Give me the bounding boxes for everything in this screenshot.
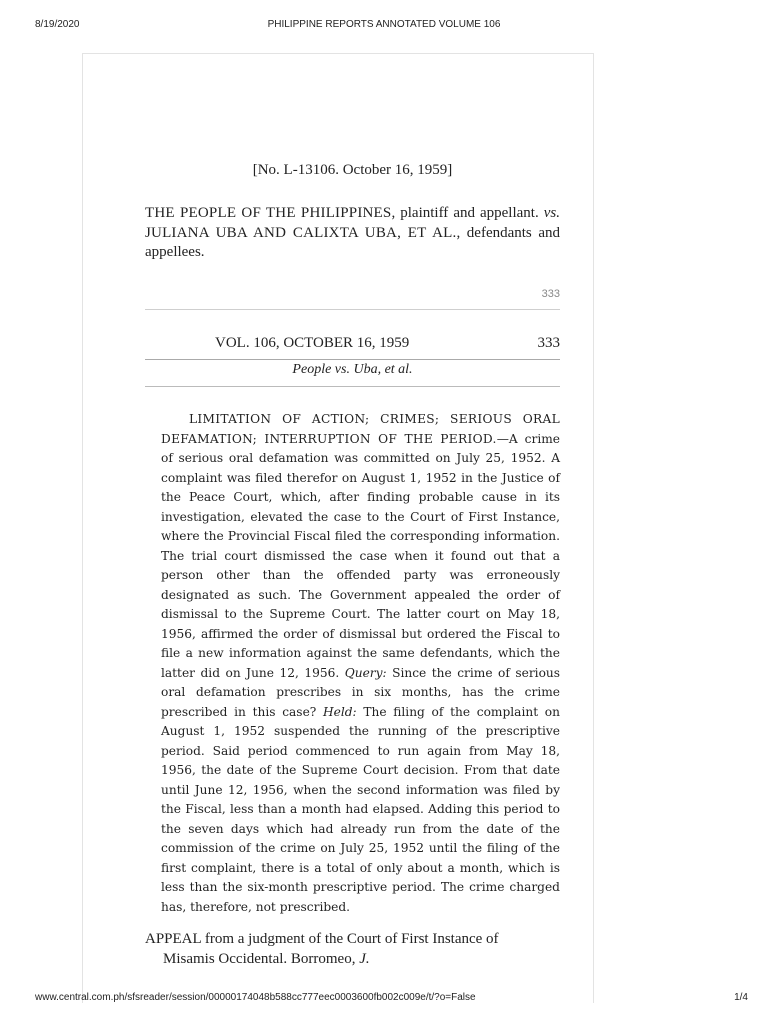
plaintiff-name: THE PEOPLE OF THE PHILIPPINES	[145, 205, 392, 221]
running-head-page: 333	[537, 335, 560, 351]
print-page-count: 1/4	[734, 992, 748, 1003]
case-number: [No. L-13106. October 16, 1959]	[252, 162, 453, 178]
judge-abbrev: J.	[359, 950, 370, 967]
appeal-court: Misamis Occidental. Borromeo,	[163, 950, 360, 967]
divider	[145, 359, 560, 360]
defendant-names: JULIANA UBA AND CALIXTA UBA, ET AL.	[145, 224, 457, 241]
syllabus-held: The filing of the complaint on August 1, 1952 suspended the running of the prescriptive period. Said period commenced to run again from May 18, 1956, the date of the Supreme Court decision. From that date until June 12, 1956, when the second information was filed by the Fiscal, less than a month had elapsed. Adding this period to the seven days which had already run from the date of the commission of the crime on July 25, 1952 until the filing of the first complaint, there is a total of only about a month, which is less than the six-month prescriptive period. The crime charged has, therefore, not prescribed.	[161, 704, 560, 914]
appeal-line-1: APPEAL from a judgment of the Court of First Instance of	[145, 931, 499, 947]
page-marker: 333	[541, 288, 560, 300]
appeal-statement	[145, 930, 560, 969]
divider	[145, 386, 560, 387]
divider	[145, 309, 560, 310]
em-dash: —	[496, 431, 509, 446]
query-label: Query:	[344, 665, 387, 680]
syllabus-heading: LIMITATION OF ACTION; CRIMES; SERIOUS ORAL DEFAMATION; INTERRUPTION OF THE PERIOD.	[161, 412, 560, 446]
running-head-title: People vs. Uba, et al.	[292, 362, 413, 377]
versus: vs.	[543, 205, 560, 221]
defendant-role: , defendants and appellees.	[145, 224, 560, 260]
syllabus-query: Since the crime of serious oral defamation prescribes in six months, has the crime prescribed in this case?	[161, 665, 561, 719]
held-label: Held:	[323, 704, 357, 719]
print-header	[0, 0, 768, 40]
case-parties	[145, 204, 560, 263]
appeal-line-2	[145, 950, 560, 970]
print-title: PHILIPPINE REPORTS ANNOTATED VOLUME 106	[267, 19, 501, 30]
plaintiff-role: , plaintiff and appellant.	[391, 205, 544, 221]
print-url: www.central.com.ph/sfsreader/session/00000174048b588cc777eec0003600fb002c009e/t/?o=False	[35, 992, 476, 1003]
syllabus-paragraph	[161, 410, 560, 917]
print-date: 8/19/2020	[35, 19, 80, 30]
running-head-volume: VOL. 106, OCTOBER 16, 1959	[215, 335, 410, 351]
syllabus-facts: A crime of serious oral defamation was committed on July 25, 1952. A complaint was filed therefor on August 1, 1952 in the Justice of the Peace Court, which, after finding probable cause in its investigation, elevated the case to the Court of First Instance, where the Provincial Fiscal filed the corresponding information. The trial court dismissed the case when it found out that a person other than the offended party was erroneously designated as such. The Government appealed the order of dismissal to the Supreme Court. The latter court on May 18, 1956, affirmed the order of dismissal but ordered the Fiscal to file a new information against the same defendants, which the latter did on June 12, 1956.	[161, 431, 560, 680]
